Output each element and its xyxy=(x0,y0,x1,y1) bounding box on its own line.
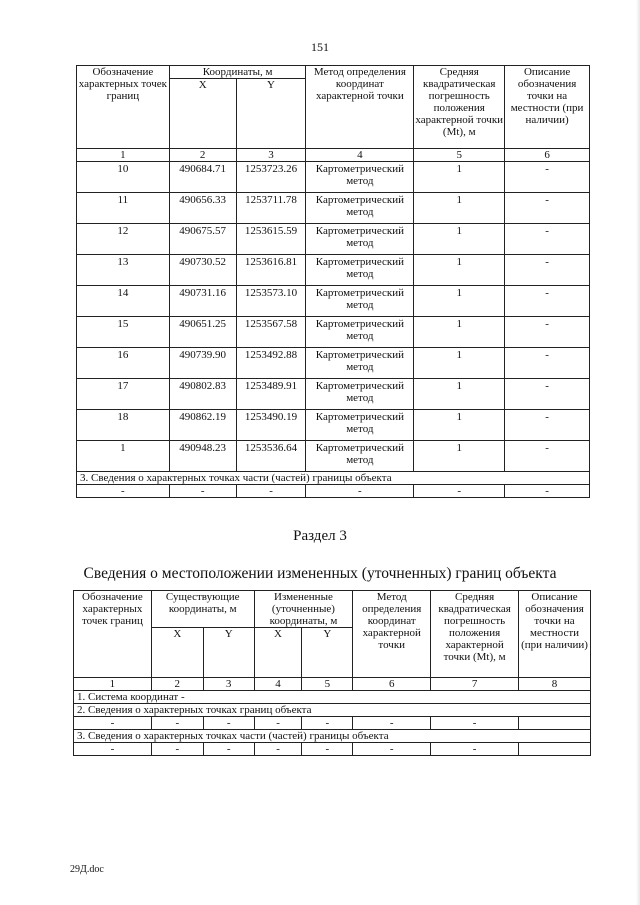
part-cell: - xyxy=(236,485,306,498)
cell-y: 1253615.59 xyxy=(236,224,306,255)
footer-filename: 29Д.doc xyxy=(70,864,104,875)
cell-x: 490948.23 xyxy=(169,441,236,472)
table-row xyxy=(77,224,590,255)
cell-desc: - xyxy=(505,255,590,286)
cell-y: 1253536.64 xyxy=(236,441,306,472)
cell-desc: - xyxy=(505,286,590,317)
cell-error: 1 xyxy=(414,286,505,317)
cell-point: 10 xyxy=(77,162,170,193)
cell-x: 490802.83 xyxy=(169,379,236,410)
cell-desc: - xyxy=(505,410,590,441)
header-description: Описание обозначения точки на местности (при наличии) xyxy=(505,66,590,149)
table-row xyxy=(77,348,590,379)
part-cell: - xyxy=(254,743,302,756)
cell-desc: - xyxy=(505,348,590,379)
cell-error: 1 xyxy=(414,348,505,379)
header-x: X xyxy=(254,628,302,678)
cell-error: 1 xyxy=(414,379,505,410)
cell-desc: - xyxy=(505,317,590,348)
cell-method: Картометрический метод xyxy=(306,286,414,317)
cell-point: 18 xyxy=(77,410,170,441)
cell-method: Картометрический метод xyxy=(306,162,414,193)
col-number: 1 xyxy=(74,678,152,691)
cell-error: 1 xyxy=(414,224,505,255)
cell-point: 11 xyxy=(77,193,170,224)
cell-x: 490684.71 xyxy=(169,162,236,193)
cell-error: 1 xyxy=(414,193,505,224)
header-coords: Координаты, м xyxy=(169,66,306,79)
cell-method: Картометрический метод xyxy=(306,224,414,255)
part-cell: - xyxy=(151,743,203,756)
header-changed: Измененные (уточненные) координаты, м xyxy=(254,591,353,628)
cell-error: 1 xyxy=(414,441,505,472)
cell-desc: - xyxy=(505,162,590,193)
col-number: 3 xyxy=(236,149,306,162)
cell-method: Картометрический метод xyxy=(306,193,414,224)
cell-point: 12 xyxy=(77,224,170,255)
cell-method: Картометрический метод xyxy=(306,317,414,348)
col-number: 7 xyxy=(431,678,519,691)
page-number: 151 xyxy=(311,40,329,54)
cell-method: Картометрический метод xyxy=(306,441,414,472)
part-cell: - xyxy=(74,743,152,756)
part-heading: 3. Сведения о характерных точках части (частей) границы объекта xyxy=(74,730,591,743)
part-cell: - xyxy=(414,485,505,498)
cell-x: 490731.16 xyxy=(169,286,236,317)
cell-point: 13 xyxy=(77,255,170,286)
boundary-heading: 2. Сведения о характерных точках границ объекта xyxy=(74,704,591,717)
col-number: 6 xyxy=(505,149,590,162)
header-y: Y xyxy=(302,628,353,678)
header-designation: Обозначение характерных точек границ xyxy=(77,66,170,149)
header-y: Y xyxy=(236,79,306,149)
col-number: 4 xyxy=(254,678,302,691)
col-number: 1 xyxy=(77,149,170,162)
header-y: Y xyxy=(203,628,254,678)
boundary-cell: - xyxy=(74,717,152,730)
header-error: Средняя квадратическая погрешность положения характерной точки (Mt), м xyxy=(414,66,505,149)
section-heading: Сведения о местоположении измененных (уточненных) границ объекта xyxy=(83,565,557,582)
cell-y: 1253492.88 xyxy=(236,348,306,379)
cell-x: 490651.25 xyxy=(169,317,236,348)
part-cell: - xyxy=(302,743,353,756)
cell-point: 15 xyxy=(77,317,170,348)
cell-x: 490730.52 xyxy=(169,255,236,286)
cell-error: 1 xyxy=(414,317,505,348)
coord-system: 1. Система координат - xyxy=(74,691,591,704)
col-number: 3 xyxy=(203,678,254,691)
col-number: 5 xyxy=(302,678,353,691)
boundary-points-table xyxy=(76,65,590,498)
header-designation: Обозначение характерных точек границ xyxy=(74,591,152,678)
cell-point: 14 xyxy=(77,286,170,317)
part-cell: - xyxy=(169,485,236,498)
cell-error: 1 xyxy=(414,255,505,286)
section-label: Раздел 3 xyxy=(293,528,347,544)
table-row xyxy=(77,410,590,441)
header-description: Описание обозначения точки на местности (при наличии) xyxy=(519,591,591,678)
cell-method: Картометрический метод xyxy=(306,410,414,441)
cell-x: 490675.57 xyxy=(169,224,236,255)
cell-y: 1253616.81 xyxy=(236,255,306,286)
cell-y: 1253567.58 xyxy=(236,317,306,348)
table-row xyxy=(77,317,590,348)
cell-error: 1 xyxy=(414,162,505,193)
header-existing: Существующие координаты, м xyxy=(151,591,254,628)
boundary-cell xyxy=(519,717,591,730)
cell-y: 1253711.78 xyxy=(236,193,306,224)
col-number: 4 xyxy=(306,149,414,162)
cell-desc: - xyxy=(505,441,590,472)
part-cell xyxy=(519,743,591,756)
cell-desc: - xyxy=(505,193,590,224)
col-number: 2 xyxy=(169,149,236,162)
scan-edge xyxy=(636,0,640,905)
cell-y: 1253489.91 xyxy=(236,379,306,410)
cell-y: 1253573.10 xyxy=(236,286,306,317)
cell-x: 490656.33 xyxy=(169,193,236,224)
table-row xyxy=(77,379,590,410)
col-number: 5 xyxy=(414,149,505,162)
header-x: X xyxy=(151,628,203,678)
col-number: 2 xyxy=(151,678,203,691)
cell-point: 16 xyxy=(77,348,170,379)
cell-method: Картометрический метод xyxy=(306,255,414,286)
changed-boundaries-table xyxy=(73,590,591,756)
header-method: Метод определения координат характерной точки xyxy=(306,66,414,149)
cell-y: 1253490.19 xyxy=(236,410,306,441)
cell-x: 490739.90 xyxy=(169,348,236,379)
cell-desc: - xyxy=(505,224,590,255)
boundary-cell: - xyxy=(203,717,254,730)
cell-method: Картометрический метод xyxy=(306,379,414,410)
boundary-cell: - xyxy=(302,717,353,730)
boundary-cell: - xyxy=(254,717,302,730)
cell-desc: - xyxy=(505,379,590,410)
part-cell: - xyxy=(306,485,414,498)
table-row xyxy=(77,193,590,224)
part-cell: - xyxy=(77,485,170,498)
boundary-cell: - xyxy=(431,717,519,730)
table-row xyxy=(77,286,590,317)
header-method: Метод определения координат характерной точки xyxy=(353,591,431,678)
cell-method: Картометрический метод xyxy=(306,348,414,379)
part-cell: - xyxy=(431,743,519,756)
part-cell: - xyxy=(505,485,590,498)
header-error: Средняя квадратическая погрешность положения характерной точки (Mt), м xyxy=(431,591,519,678)
col-number: 8 xyxy=(519,678,591,691)
part-cell: - xyxy=(203,743,254,756)
boundary-cell: - xyxy=(353,717,431,730)
cell-error: 1 xyxy=(414,410,505,441)
cell-x: 490862.19 xyxy=(169,410,236,441)
cell-point: 17 xyxy=(77,379,170,410)
col-number: 6 xyxy=(353,678,431,691)
cell-y: 1253723.26 xyxy=(236,162,306,193)
table-row xyxy=(77,441,590,472)
part-heading: 3. Сведения о характерных точках части (частей) границы объекта xyxy=(77,472,590,485)
boundary-cell: - xyxy=(151,717,203,730)
header-x: X xyxy=(169,79,236,149)
part-cell: - xyxy=(353,743,431,756)
table-row xyxy=(77,162,590,193)
table-row xyxy=(77,255,590,286)
cell-point: 1 xyxy=(77,441,170,472)
